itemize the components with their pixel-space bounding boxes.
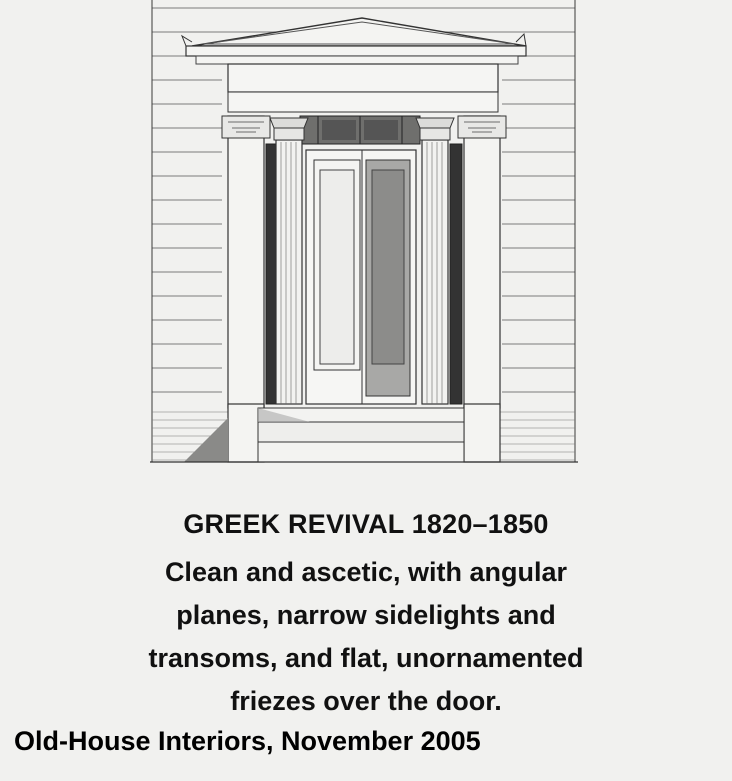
caption-line: planes, narrow sidelights and (176, 600, 556, 630)
frieze (228, 64, 498, 112)
caption-line: transoms, and flat, unornamented (148, 643, 584, 673)
caption-line: friezes over the door. (230, 686, 502, 716)
sidelight-left (266, 144, 276, 404)
steps (184, 404, 500, 462)
sidelight-right (450, 144, 462, 404)
column-right (416, 118, 454, 404)
front-door (306, 150, 416, 404)
pilaster-right (458, 116, 506, 408)
caption-body (0, 551, 732, 723)
pilaster-left (222, 116, 270, 408)
caption-line: Clean and ascetic, with angular (164, 557, 568, 587)
caption-title: GREEK REVIVAL 1820–1850 (183, 509, 549, 539)
source-credit: Old-House Interiors, November 2005 (14, 726, 481, 756)
transom-window (300, 116, 420, 144)
pediment (182, 18, 526, 64)
column-left (270, 118, 308, 404)
